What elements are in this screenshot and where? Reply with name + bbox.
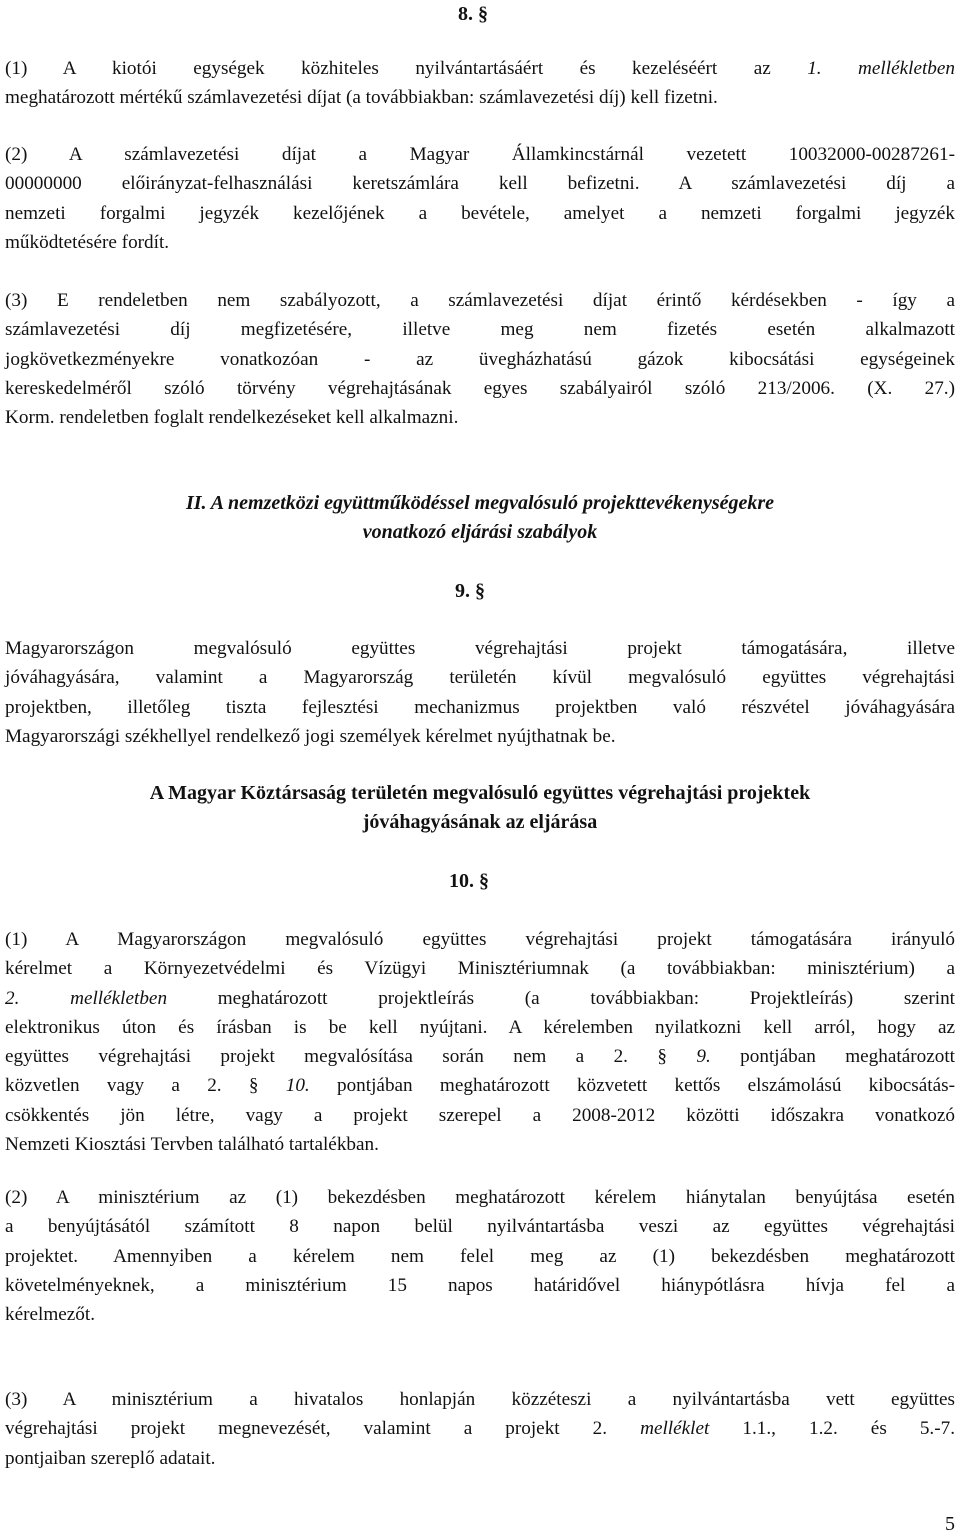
text-line: Magyarországi székhellyel rendelkező jogi személyek kérelmet nyújthatnak be. [5,725,616,747]
text-line: Magyarországon megvalósuló együttes végrehajtási projekt támogatására, illetve [5,638,955,659]
text-line: együttes végrehajtási projekt megvalósítása során nem a 2. § 9. pontjában meghatározott [5,1046,955,1068]
section-heading-10: 10. § [449,870,489,892]
text-line: a benyújtásától számított 8 napon belül nyilvántartásba veszi az együttes végrehajtási [5,1216,955,1238]
text-line: jóváhagyására, valamint a Magyarország területén kívül megvalósuló együttes végrehajtási [5,667,955,689]
text-line: (2) A számlavezetési díjat a Magyar Államkincstárnál vezetett 10032000-00287261- [5,144,955,165]
text-line: kérelmezőt. [5,1304,96,1326]
chapter-title-line: vonatkozó eljárási szabályok [362,521,598,544]
text-line: meghatározott mértékű számlavezetési díjat (a továbbiakban: számlavezetési díj) kell fizetni. [5,87,718,109]
text-line: kereskedelméről szóló törvény végrehajtásának egyes szabályairól szóló 213/2006. (X. 27.) [5,377,955,399]
subtitle [0,779,960,838]
text-line: nemzeti forgalmi jegyzék kezelőjének a bevétele, amelyet a nemzeti forgalmi jegyzék [5,202,955,224]
subtitle-line: jóváhagyásának az eljárása [362,811,598,834]
paragraph-10-1 [5,925,955,1159]
text-line: projektben, illetőleg tiszta fejlesztési mechanizmus projektben való részvétel jóváhagyására [5,696,955,718]
text-line: Nemzeti Kiosztási Tervben található tartalékban. [5,1134,379,1156]
text-line: csökkentés jön létre, vagy a projekt szerepel a 2008-2012 közötti időszakra vonatkozó [5,1104,955,1126]
section-heading-9: 9. § [455,580,485,602]
text-line: jogkövetkezményekre vonatkozóan - az üvegházhatású gázok kibocsátási egységeinek [5,348,955,370]
text-line: Korm. rendeletben foglalt rendelkezéseket kell alkalmazni. [5,407,459,429]
text-line: 00000000 előirányzat-felhasználási keretszámlára kell befizetni. A számlavezetési díj a [5,173,955,195]
paragraph-8-1 [5,54,955,113]
text-line: kérelmet a Környezetvédelmi és Vízügyi Minisztériumnak (a továbbiakban: minisztérium) a [5,958,955,980]
text-line: (2) A minisztérium az (1) bekezdésben meghatározott kérelem hiánytalan benyújtása esetén [5,1187,955,1208]
text-line: projektet. Amennyiben a kérelem nem felel meg az (1) bekezdésben meghatározott [5,1245,955,1267]
text-line: közvetlen vagy a 2. § 10. pontjában meghatározott közvetett kettős elszámolású kibocsátás- [5,1075,955,1097]
subtitle-line: A Magyar Köztársaság területén megvalósuló együttes végrehajtási projektek [149,782,811,804]
text-line: (1) A Magyarországon megvalósuló együttes végrehajtási projekt támogatására irányuló [5,929,955,950]
page-number: 5 [945,1513,955,1535]
text-line: követelményeknek, a minisztérium 15 napos határidővel hiánypótlásra hívja fel a [5,1274,955,1296]
section-heading-8: 8. § [458,3,488,25]
paragraph-10-2 [5,1183,955,1329]
paragraph-8-3 [5,286,955,432]
text-line: 2. mellékletben meghatározott projektleírás (a továbbiakban: Projektleírás) szerint [5,987,956,1009]
paragraph-10-3 [5,1385,955,1473]
text-line: (1) A kiotói egységek közhiteles nyilvántartásáért és kezeléséért az 1. mellékletben [5,58,955,79]
text-line: működtetésére fordít. [5,231,170,253]
text-line: (3) A minisztérium a hivatalos honlapján közzéteszi a nyilvántartásba vett együttes [5,1389,955,1410]
chapter-title [0,489,960,548]
text-line: pontjaiban szereplő adatait. [5,1447,216,1469]
text-line: (3) E rendeletben nem szabályozott, a számlavezetési díjat érintő kérdésekben - így a [5,290,955,311]
paragraph-9 [5,634,955,751]
paragraph-8-2 [5,140,955,257]
text-line: elektronikus úton és írásban is be kell nyújtani. A kérelemben nyilatkozni kell arról, hogy az [5,1016,955,1038]
text-line: végrehajtási projekt megnevezését, valamint a projekt 2. melléklet 1.1., 1.2. és 5.-7. [5,1418,955,1440]
text-line: számlavezetési díj megfizetésére, illetve meg nem fizetés esetén alkalmazott [5,319,955,341]
chapter-title-line: II. A nemzetközi együttműködéssel megvalósuló projekttevékenységekre [185,492,775,514]
